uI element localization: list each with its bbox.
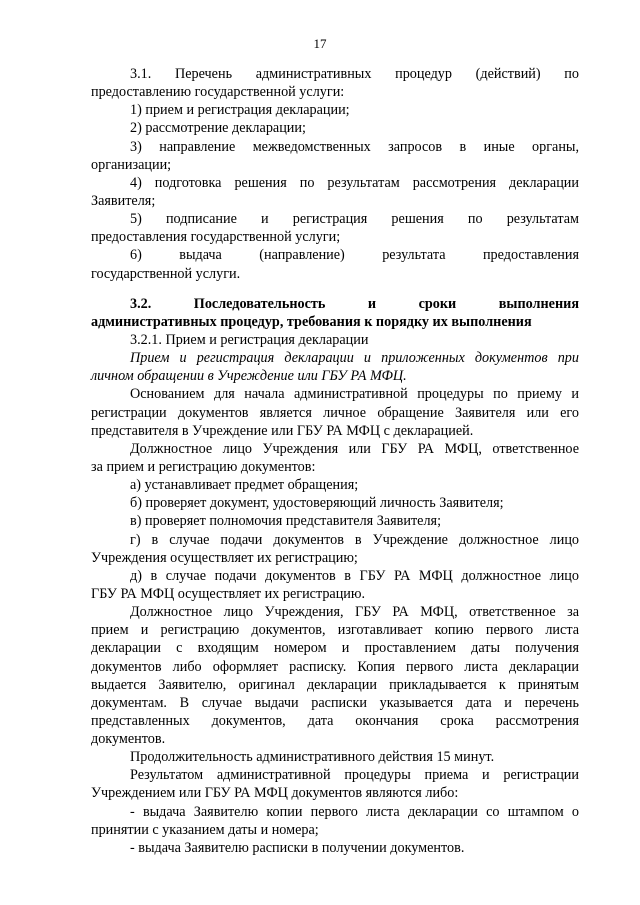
text-line: - выдача Заявителю копии первого листа декларации со штампом о — [130, 803, 579, 820]
text-line: принятии с указанием даты и номера; — [91, 821, 319, 838]
document-body — [91, 65, 579, 857]
text-line: Прием и регистрация декларации и приложенных документов при — [130, 350, 579, 367]
text-line: предоставлению государственной услуги: — [91, 84, 345, 101]
text-line: регистрации документов является личное обращение Заявителя или его — [91, 404, 579, 421]
text-line: 5) подписание и регистрация решения по результатам — [130, 211, 579, 228]
text-line: 4) подготовка решения по результатам рассмотрения декларации — [130, 174, 579, 191]
text-line: выдается Заявителю, оригинал декларации прикладывается к принятым — [91, 676, 579, 693]
text-line: ГБУ РА МФЦ осуществляет их регистрацию. — [91, 585, 366, 602]
text-line: в) проверяет полномочия представителя Заявителя; — [130, 513, 442, 530]
text-line: Должностное лицо Учреждения или ГБУ РА МФЦ, ответственное — [130, 440, 579, 457]
text-line: представителя в Учреждение или ГБУ РА МФЦ с декларацией. — [91, 422, 474, 439]
text-line: - выдача Заявителю расписки в получении документов. — [130, 839, 465, 856]
text-line: Заявителя; — [91, 192, 156, 209]
text-line: 3) направление межведомственных запросов в иные органы, — [130, 138, 579, 155]
text-line: г) в случае подачи документов в Учреждение должностное лицо — [130, 531, 579, 548]
text-line: Продолжительность административного действия 15 минут. — [130, 749, 495, 766]
text-line: Учреждения осуществляет их регистрацию; — [91, 549, 358, 566]
text-line: личном обращении в Учреждение или ГБУ РА МФЦ. — [91, 368, 407, 385]
text-line: документов либо оформляет расписку. Копия первого листа декларации — [91, 658, 579, 675]
text-line: Учреждением или ГБУ РА МФЦ документов являются либо: — [91, 785, 459, 802]
section-heading: административных процедур, требования к порядку их выполнения — [91, 313, 532, 330]
text-line: документам. В случае выдачи расписки указывается дата и перечень — [91, 694, 579, 711]
text-line: Основанием для начала административной процедуры по приему и — [130, 386, 579, 403]
text-line: Должностное лицо Учреждения, ГБУ РА МФЦ, ответственное за — [130, 604, 579, 621]
text-line: предоставления государственной услуги; — [91, 229, 341, 246]
text-line: 3.1. Перечень административных процедур (действий) по — [130, 66, 579, 82]
text-line: 6) выдача (направление) результата предоставления — [130, 247, 579, 264]
text-line: государственной услуги. — [91, 265, 241, 282]
text-line: б) проверяет документ, удостоверяющий личность Заявителя; — [130, 495, 504, 512]
text-line: Результатом административной процедуры приема и регистрации — [130, 767, 579, 784]
subsection-heading: 3.2.1. Прием и регистрация декларации — [130, 331, 369, 348]
page-number: 17 — [313, 36, 327, 51]
text-line: 1) прием и регистрация декларации; — [130, 102, 350, 119]
text-line: д) в случае подачи документов в ГБУ РА МФЦ должностное лицо — [130, 567, 579, 584]
text-line: документов. — [91, 731, 166, 748]
section-heading: 3.2. Последовательность и сроки выполнения — [130, 295, 579, 312]
text-line: прием и регистрацию документов, изготавливает копию первого листа — [91, 622, 579, 639]
text-line: за прием и регистрацию документов: — [91, 458, 316, 475]
text-line: организации; — [91, 156, 172, 173]
text-line: декларации с входящим номером и проставлением даты получения — [91, 640, 579, 657]
text-line: а) устанавливает предмет обращения; — [130, 477, 359, 494]
text-line: представленных документов, дата окончания срока рассмотрения — [91, 712, 579, 729]
section-gap — [91, 283, 579, 295]
text-line: 2) рассмотрение декларации; — [130, 120, 306, 137]
